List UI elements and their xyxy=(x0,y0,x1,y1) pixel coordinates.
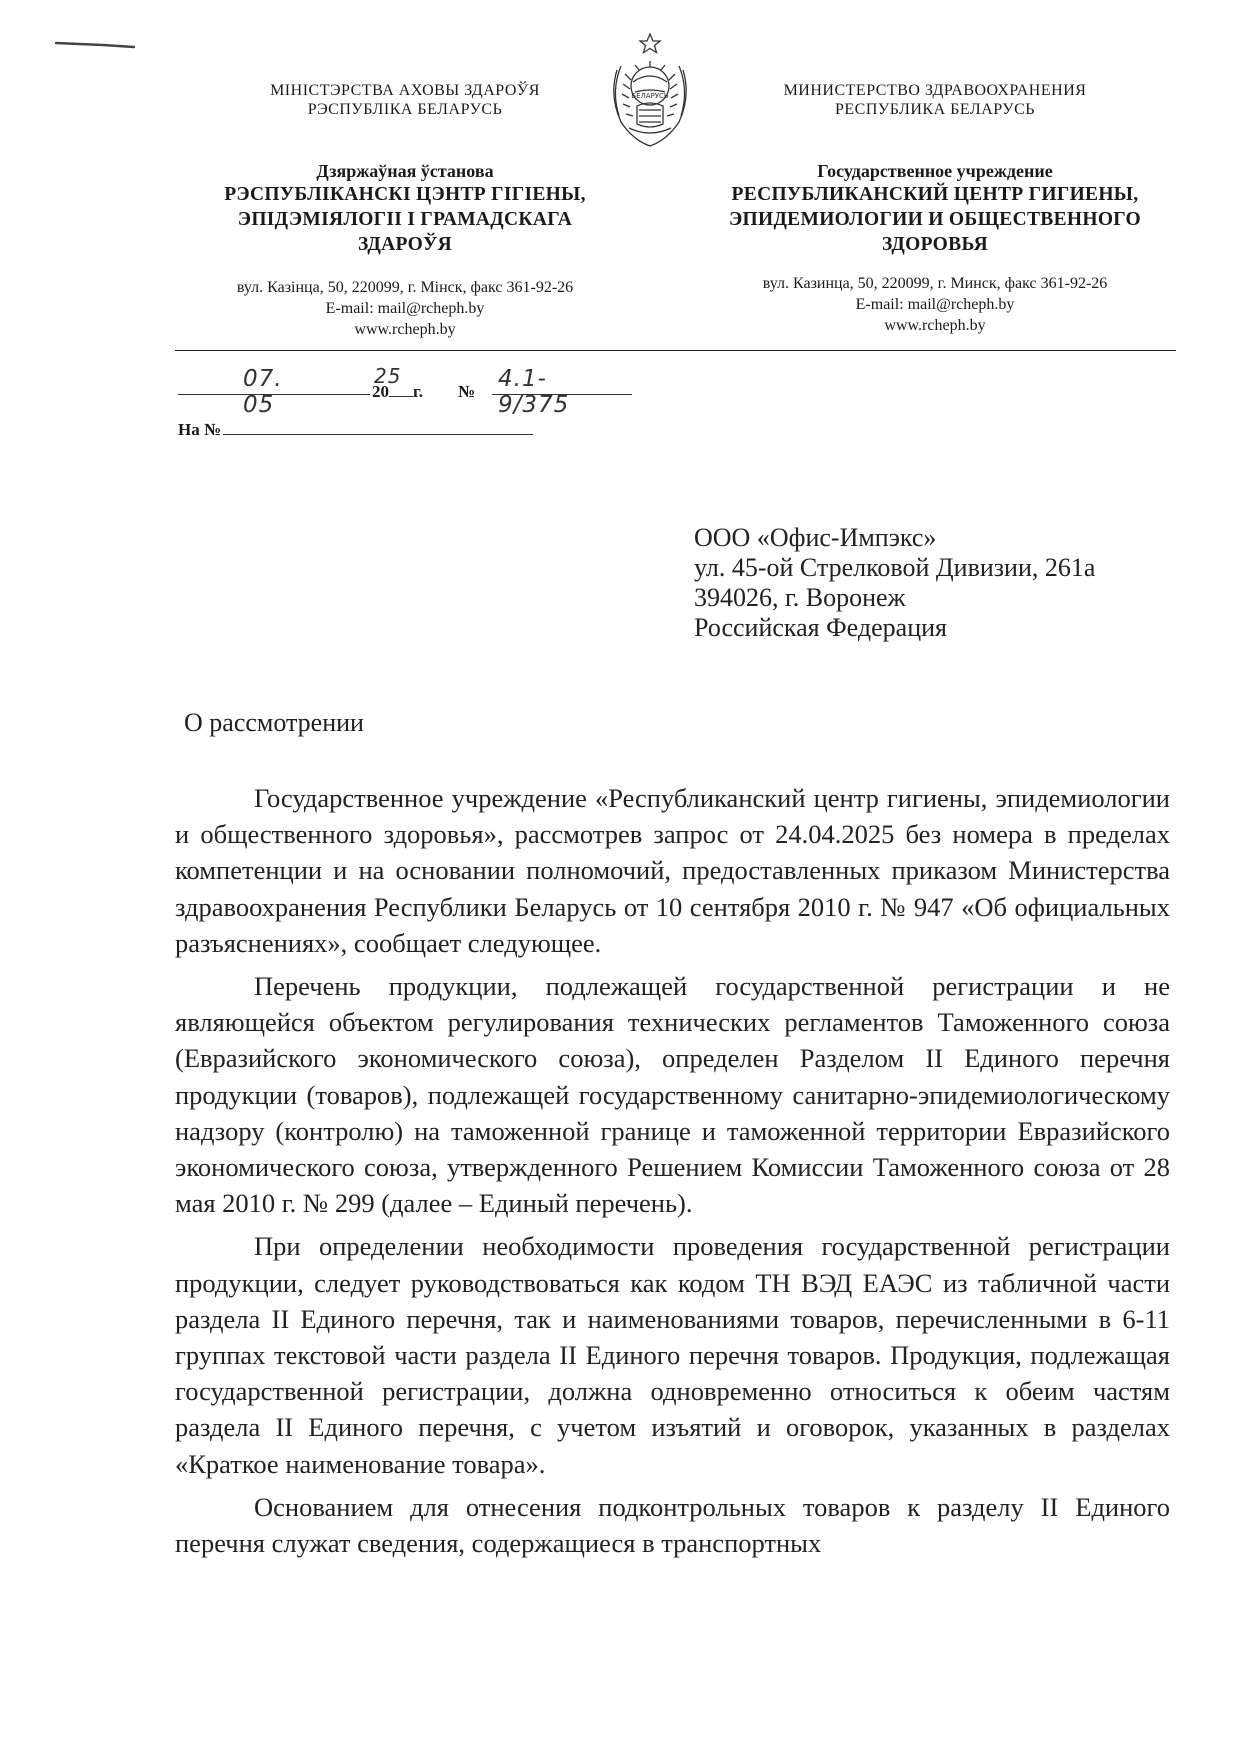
body-paragraph: При определении необходимости проведения государственной регистрации продукции, следует руководствоваться как кодом ТН ВЭД ЕАЭС из табличной части раздела II Единого перечня, так и наименованиями товаров, перечисленными в 6-11 группах текстовой части раздела II Единого перечня товаров. Продукция, подлежащая государственной регистрации, должна одновременно относиться к обеим частям раздела II Единого перечня, с учетом изъятий и оговорок, указанных в разделах «Краткое наименование товара». xyxy=(175,1231,1170,1479)
recipient-line: 394026, г. Воронеж xyxy=(694,583,906,612)
recipient-line: ООО «Офис-Импэкс» xyxy=(694,523,937,552)
letter-subject: О рассмотрении xyxy=(184,708,364,737)
institution-type-ru: Государственное учреждение xyxy=(817,161,1053,181)
body-paragraph: Перечень продукции, подлежащей государственной регистрации и не являющейся объектом регулирования технических регламентов Таможенного союза (Евразийского экономического союза), определен Разделом II Единого перечня продукции (товаров), подлежащей государственному санитарно-эпидемиологическому надзору (контролю) на таможенной границе и таможенной территории Евразийского экономического союза, утвержденного Решением Комиссии Таможенного союза от 28 мая 2010 г. № 299 (далее – Единый перечень). xyxy=(175,971,1170,1219)
address-by: вул. Казінца, 50, 220099, г. Мінск, факс 361-92-26 E-mail: mail@rcheph.by www.rcheph.by xyxy=(236,279,574,338)
number-label: № xyxy=(458,382,476,401)
body-paragraph: Государственное учреждение «Республиканский центр гигиены, эпидемиологии и общественного здоровья», рассмотрев запрос от 24.04.2025 без номера в пределах компетенции и на основании полномочий, предоставленных приказом Министерства здравоохранения Республики Беларусь от 10 сентября 2010 г. № 947 «Об официальных разъяснениях», сообщает следующее. xyxy=(175,783,1170,958)
handwritten-number: 4.1-9/375 xyxy=(498,366,570,418)
handwritten-date: 07. 05 xyxy=(243,366,283,418)
reference-line: На № xyxy=(178,420,533,440)
recipient-line: ул. 45-ой Стрелковой Дивизии, 261а xyxy=(694,553,1096,582)
ministry-name-ru: МИНИСТЕРСТВО ЗДРАВООХРАНЕНИЯ РЕСПУБЛИКА БЕЛАРУСЬ xyxy=(783,82,1087,118)
year-field: 20 г. xyxy=(372,382,424,401)
institution-name-by: РЭСПУБЛІКАНСКІ ЦЭНТР ГІГІЕНЫ, ЭПІДЭМІЯЛОГІІ І ГРАМАДСКАГА ЗДАРОЎЯ xyxy=(224,184,586,255)
institution-name-ru: РЕСПУБЛИКАНСКИЙ ЦЕНТР ГИГИЕНЫ, ЭПИДЕМИОЛОГИИ И ОБЩЕСТВЕННОГО ЗДОРОВЬЯ xyxy=(729,184,1141,255)
body-paragraph: Основанием для отнесения подконтрольных товаров к разделу II Единого перечня служат сведения, содержащиеся в транспортных xyxy=(175,1491,1170,1559)
address-ru: вул. Казинца, 50, 220099, г. Минск, факс 361-92-26 E-mail: mail@rcheph.by www.rcheph.by xyxy=(762,275,1108,334)
ministry-name-by: МІНІСТЭРСТВА АХОВЫ ЗДАРОЎЯ РЭСПУБЛІКА БЕЛАРУСЬ xyxy=(270,82,540,118)
institution-type-by: Дзяржаўная ўстанова xyxy=(316,161,494,181)
recipient-line: Российская Федерация xyxy=(694,613,947,642)
header-divider xyxy=(175,350,1176,351)
handwritten-year: 25 xyxy=(374,364,402,388)
pen-mark xyxy=(55,40,135,50)
svg-text:БЕЛАРУСЬ: БЕЛАРУСЬ xyxy=(631,92,669,100)
letter-body xyxy=(175,780,1170,1561)
state-emblem xyxy=(599,30,701,152)
recipient-block xyxy=(694,523,1095,643)
